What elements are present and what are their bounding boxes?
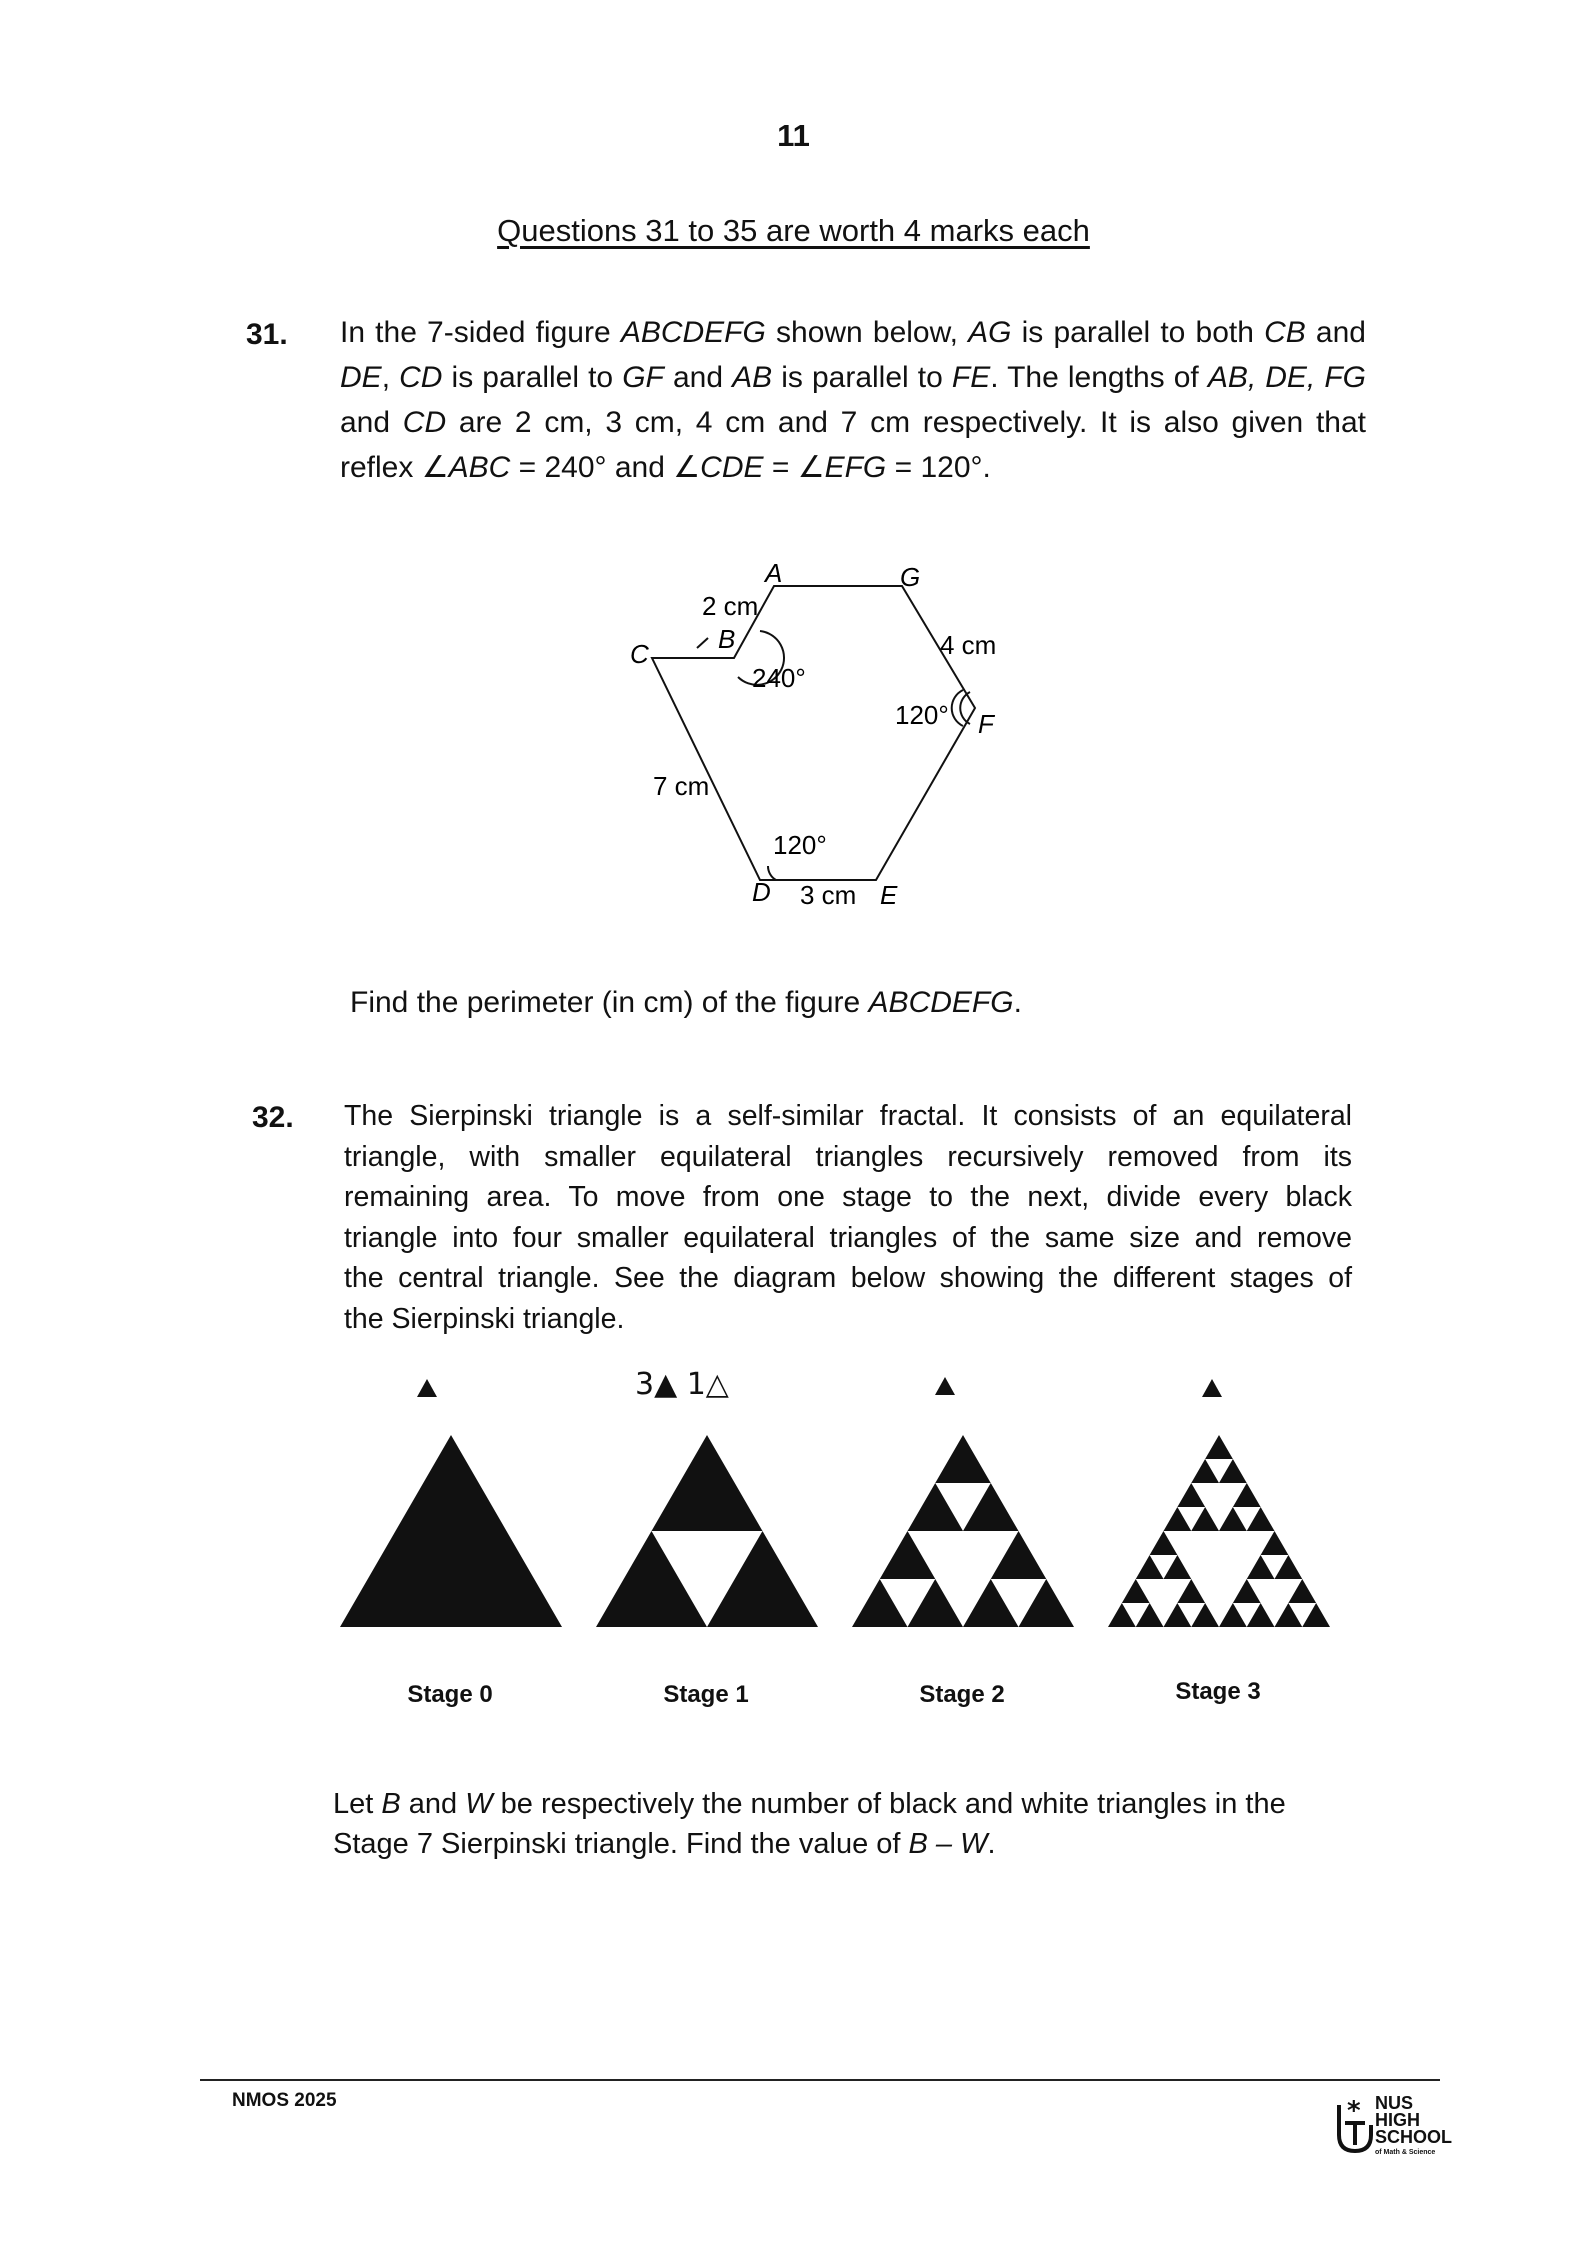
label-length-fg: 4 cm (940, 630, 997, 660)
q31-line-4: reflex ∠ABC = 240° and ∠CDE = ∠EFG = 120°. (340, 451, 991, 484)
black-triangle (908, 1579, 964, 1627)
q32-line-4: triangle into four smaller equilateral triangles of the same size and remove (344, 1221, 1352, 1254)
stage-2-label: Stage 2 (919, 1681, 1005, 1708)
q31-line-3: and CD are 2 cm, 3 cm, 4 cm and 7 cm respectively. It is also given that (340, 406, 1366, 439)
black-triangle (1136, 1603, 1164, 1627)
q32-line-3: remaining area. To move from one stage to the next, divide every black (344, 1181, 1352, 1213)
label-vertex-b: B (718, 624, 736, 654)
black-triangle (596, 1531, 707, 1627)
question-31-prompt: Find the perimeter (in cm) of the figure ABCDEFG. (350, 986, 1022, 1019)
svg-text:*: * (1347, 2096, 1361, 2126)
heptagon-figure (600, 540, 1040, 920)
q32-line-6: the Sierpinski triangle. (344, 1302, 625, 1335)
section-heading: Questions 31 to 35 are worth 4 marks each (497, 213, 1090, 248)
hand-mark-stage-0 (415, 1377, 439, 1399)
black-triangle (935, 1435, 991, 1483)
label-angle-f: 120° (895, 700, 949, 730)
label-vertex-e: E (880, 880, 898, 910)
black-triangle (340, 1435, 562, 1627)
question-32-number: 32. (252, 1101, 294, 1134)
black-triangle (1136, 1555, 1164, 1579)
black-triangle (1019, 1579, 1075, 1627)
black-triangle (1233, 1483, 1261, 1507)
black-triangle (880, 1531, 936, 1579)
label-vertex-d: D (752, 877, 771, 907)
black-triangle (1164, 1555, 1192, 1579)
label-angle-d: 120° (773, 830, 827, 860)
q32-line-5: the central triangle. See the diagram below showing the different stages of (344, 1262, 1352, 1294)
black-triangle (1177, 1483, 1205, 1507)
stage-1-label: Stage 1 (663, 1681, 749, 1708)
black-triangle (963, 1579, 1019, 1627)
school-logo-emblem (1335, 2095, 1375, 2155)
black-triangle (1219, 1603, 1247, 1627)
label-length-cd: 7 cm (653, 771, 710, 801)
label-vertex-c: C (630, 639, 649, 669)
black-triangle (963, 1483, 1019, 1531)
question-31-number: 31. (246, 318, 288, 351)
black-triangle (1122, 1579, 1150, 1603)
black-triangle (1233, 1579, 1261, 1603)
q32-prompt-line-2: Stage 7 Sierpinski triangle. Find the value of B – W. (333, 1828, 996, 1860)
black-triangle (1191, 1507, 1219, 1531)
black-triangle (1247, 1603, 1275, 1627)
q32-line-2: triangle, with smaller equilateral triangles recursively removed from its (344, 1140, 1352, 1173)
q31-line-2: DE, CD is parallel to GF and AB is parallel to FE. The lengths of AB, DE, FG (340, 361, 1367, 394)
black-triangle (1177, 1579, 1205, 1603)
page-number: 11 (777, 118, 810, 153)
black-triangle (1247, 1507, 1275, 1531)
hand-mark-stage-3 (1200, 1377, 1224, 1399)
black-triangle (707, 1531, 818, 1627)
label-vertex-a: A (765, 558, 783, 588)
sierpinski-stage-0 (340, 1435, 562, 1627)
angle-arc-f-outer (952, 690, 963, 726)
label-length-de: 3 cm (800, 880, 857, 910)
black-triangle (1247, 1555, 1275, 1579)
black-triangle (908, 1483, 964, 1531)
handwritten-note: 3▲ 1△ (635, 1367, 729, 1402)
school-logo-text: NUS HIGH SCHOOL (1375, 2093, 1453, 2147)
black-triangle (1150, 1531, 1178, 1555)
black-triangle (1191, 1459, 1219, 1483)
black-triangle (1275, 1555, 1303, 1579)
sierpinski-stages (330, 1425, 1330, 1635)
question-31-text (340, 310, 1366, 490)
q32-prompt-line-1: Let B and W be respectively the number of black and white triangles in the (333, 1788, 1286, 1820)
tick-mark-b (697, 638, 708, 648)
sierpinski-stage-2 (852, 1435, 1074, 1627)
label-length-ab: 2 cm (702, 591, 759, 621)
stage-0-label: Stage 0 (407, 1681, 493, 1708)
label-vertex-f: F (978, 709, 994, 739)
black-triangle (991, 1531, 1047, 1579)
black-triangle (652, 1435, 763, 1531)
stage-3-label: Stage 3 (1175, 1678, 1261, 1705)
black-triangle (1302, 1603, 1330, 1627)
school-logo-subtitle: of Math & Science (1375, 2149, 1436, 2156)
black-triangle (1219, 1507, 1247, 1531)
school-logo (1335, 2093, 1465, 2163)
hand-mark-stage-2 (933, 1375, 957, 1397)
q32-line-1: The Sierpinski triangle is a self-similar fractal. It consists of an equilateral (344, 1100, 1352, 1132)
black-triangle (1219, 1459, 1247, 1483)
sierpinski-stage-1 (596, 1435, 818, 1627)
label-vertex-g: G (900, 562, 921, 592)
black-triangle (1108, 1603, 1136, 1627)
question-32-prompt (333, 1784, 1286, 1864)
label-angle-b: 240° (752, 663, 806, 693)
question-32-text (344, 1096, 1352, 1339)
footer-exam-name: NMOS 2025 (232, 2090, 337, 2111)
black-triangle (1191, 1603, 1219, 1627)
black-triangle (1205, 1435, 1233, 1459)
footer-rule (200, 2079, 1440, 2081)
black-triangle (1275, 1603, 1303, 1627)
q31-line-1: In the 7-sided figure ABCDEFG shown below, AG is parallel to both CB and (340, 316, 1366, 349)
sierpinski-stage-3 (1108, 1435, 1330, 1627)
black-triangle (1164, 1603, 1192, 1627)
black-triangle (1261, 1531, 1289, 1555)
black-triangle (852, 1579, 908, 1627)
black-triangle (1288, 1579, 1316, 1603)
black-triangle (1164, 1507, 1192, 1531)
